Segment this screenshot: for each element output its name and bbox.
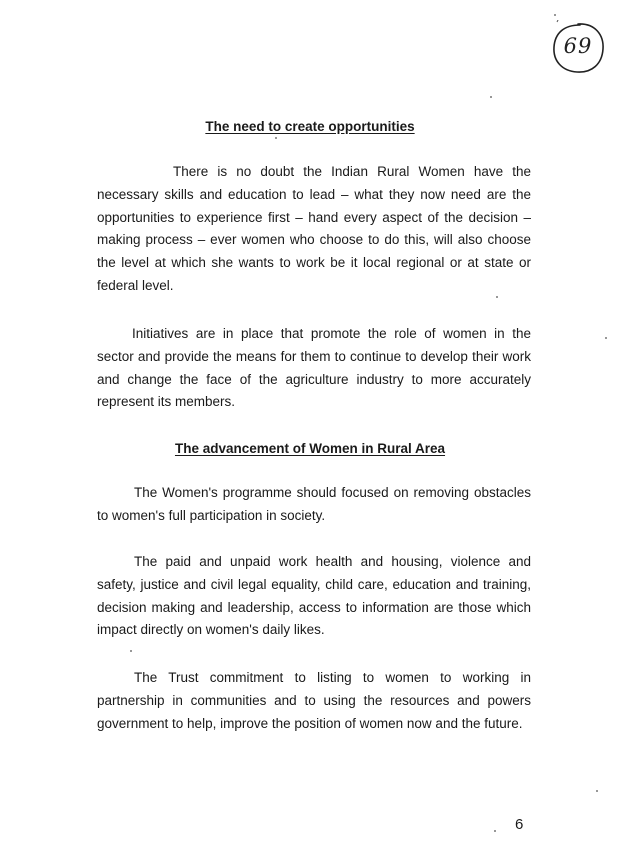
- page-number: 6: [515, 816, 524, 833]
- paragraph-opportunities-1: [97, 161, 531, 298]
- paragraph-line: Initiatives are in place that promote the role of women in the: [132, 326, 531, 341]
- paragraph-advancement-3: [97, 667, 531, 735]
- stamp-number: 69: [563, 34, 593, 58]
- paragraph-advancement-2: [97, 551, 531, 642]
- section-heading-advancement: The advancement of Women in Rural Area: [174, 441, 446, 456]
- scan-speck: [130, 650, 132, 652]
- paragraph-advancement-1: [97, 482, 531, 528]
- handwritten-page-number-stamp: [549, 20, 607, 76]
- paragraph-line: safety, justice and civil legal equality, child care, education and training,: [97, 576, 531, 592]
- paragraph-line: federal level.: [97, 277, 174, 293]
- paragraph-line: The Trust commitment to listing to women to working in: [134, 670, 531, 685]
- scan-speck: [490, 96, 492, 98]
- paragraph-line: and change the face of the agriculture industry to more accurately: [97, 371, 531, 387]
- paragraph-line: sector and provide the means for them to continue to develop their work: [97, 348, 531, 364]
- paragraph-line: decision making and leadership, access to information are those which: [97, 599, 531, 615]
- paragraph-line: government to help, improve the position of women now and the future.: [97, 715, 523, 731]
- scan-speck: [605, 337, 607, 339]
- paragraph-line: making process – ever women who choose to do this, will also choose: [97, 232, 531, 248]
- paragraph-opportunities-2: [97, 323, 531, 414]
- paragraph-line: partnership in communities and to using the resources and powers: [97, 692, 531, 708]
- paragraph-line: necessary skills and education to lead – what they now need are the: [97, 186, 531, 202]
- paragraph-line: to women's full participation in society.: [97, 507, 326, 523]
- scan-speck: [596, 790, 598, 792]
- paragraph-line: represent its members.: [97, 394, 236, 410]
- paragraph-line: impact directly on women's daily likes.: [97, 622, 325, 638]
- paragraph-line: The paid and unpaid work health and housing, violence and: [134, 554, 531, 569]
- scan-speck: [554, 14, 556, 16]
- paragraph-line: There is no doubt the Indian Rural Women have the: [173, 164, 531, 179]
- scan-speck: [494, 830, 496, 832]
- paragraph-line: The Women's programme should focused on removing obstacles: [134, 485, 531, 500]
- scan-speck: [275, 137, 277, 139]
- paragraph-line: opportunities to experience first – hand every aspect of the decision –: [97, 209, 531, 225]
- paragraph-line: the level at which she wants to work be it local regional or at state or: [97, 255, 531, 271]
- scan-speck: [496, 296, 498, 298]
- section-heading-opportunities: The need to create opportunities: [205, 119, 415, 134]
